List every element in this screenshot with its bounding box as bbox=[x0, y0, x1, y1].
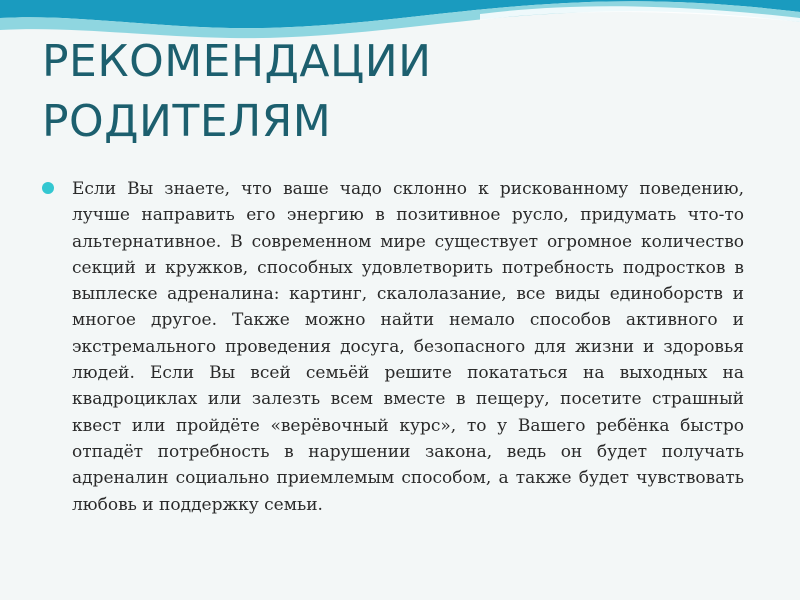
bullet-dot-icon bbox=[42, 182, 54, 194]
list-item bbox=[42, 176, 744, 518]
bullet-text: Если Вы знаете, что ваше чадо склонно к рискованному поведению, лучше направить его энергию в позитивное русло, придумать что-то альтернативное. В современном мире существует огромное количество секций и кружков, способных удовлетворить потребность подростков в выплеске адреналина: картинг, скалолазание, все виды единоборств и многое другое. Также можно найти немало способов активного и экстремального проведения досуга, безопасного для жизни и здоровья людей. Если Вы всей семьёй решите покататься на выходных на квадроциклах или залезть всем вместе в пещеру, посетите страшный квест или пройдёте «верёвочный курс», то у Вашего ребёнка быстро отпадёт потребность в нарушении закона, ведь он будет получать адреналин социально приемлемым способом, а также будет чувствовать любовь и поддержку семьи. bbox=[72, 179, 744, 515]
slide-title bbox=[42, 32, 782, 152]
slide-title-line-2: РОДИТЕЛЯМ bbox=[42, 96, 332, 147]
body-bullet-list bbox=[42, 176, 744, 518]
slide-title-line-1: РЕКОМЕНДАЦИИ bbox=[42, 36, 432, 87]
